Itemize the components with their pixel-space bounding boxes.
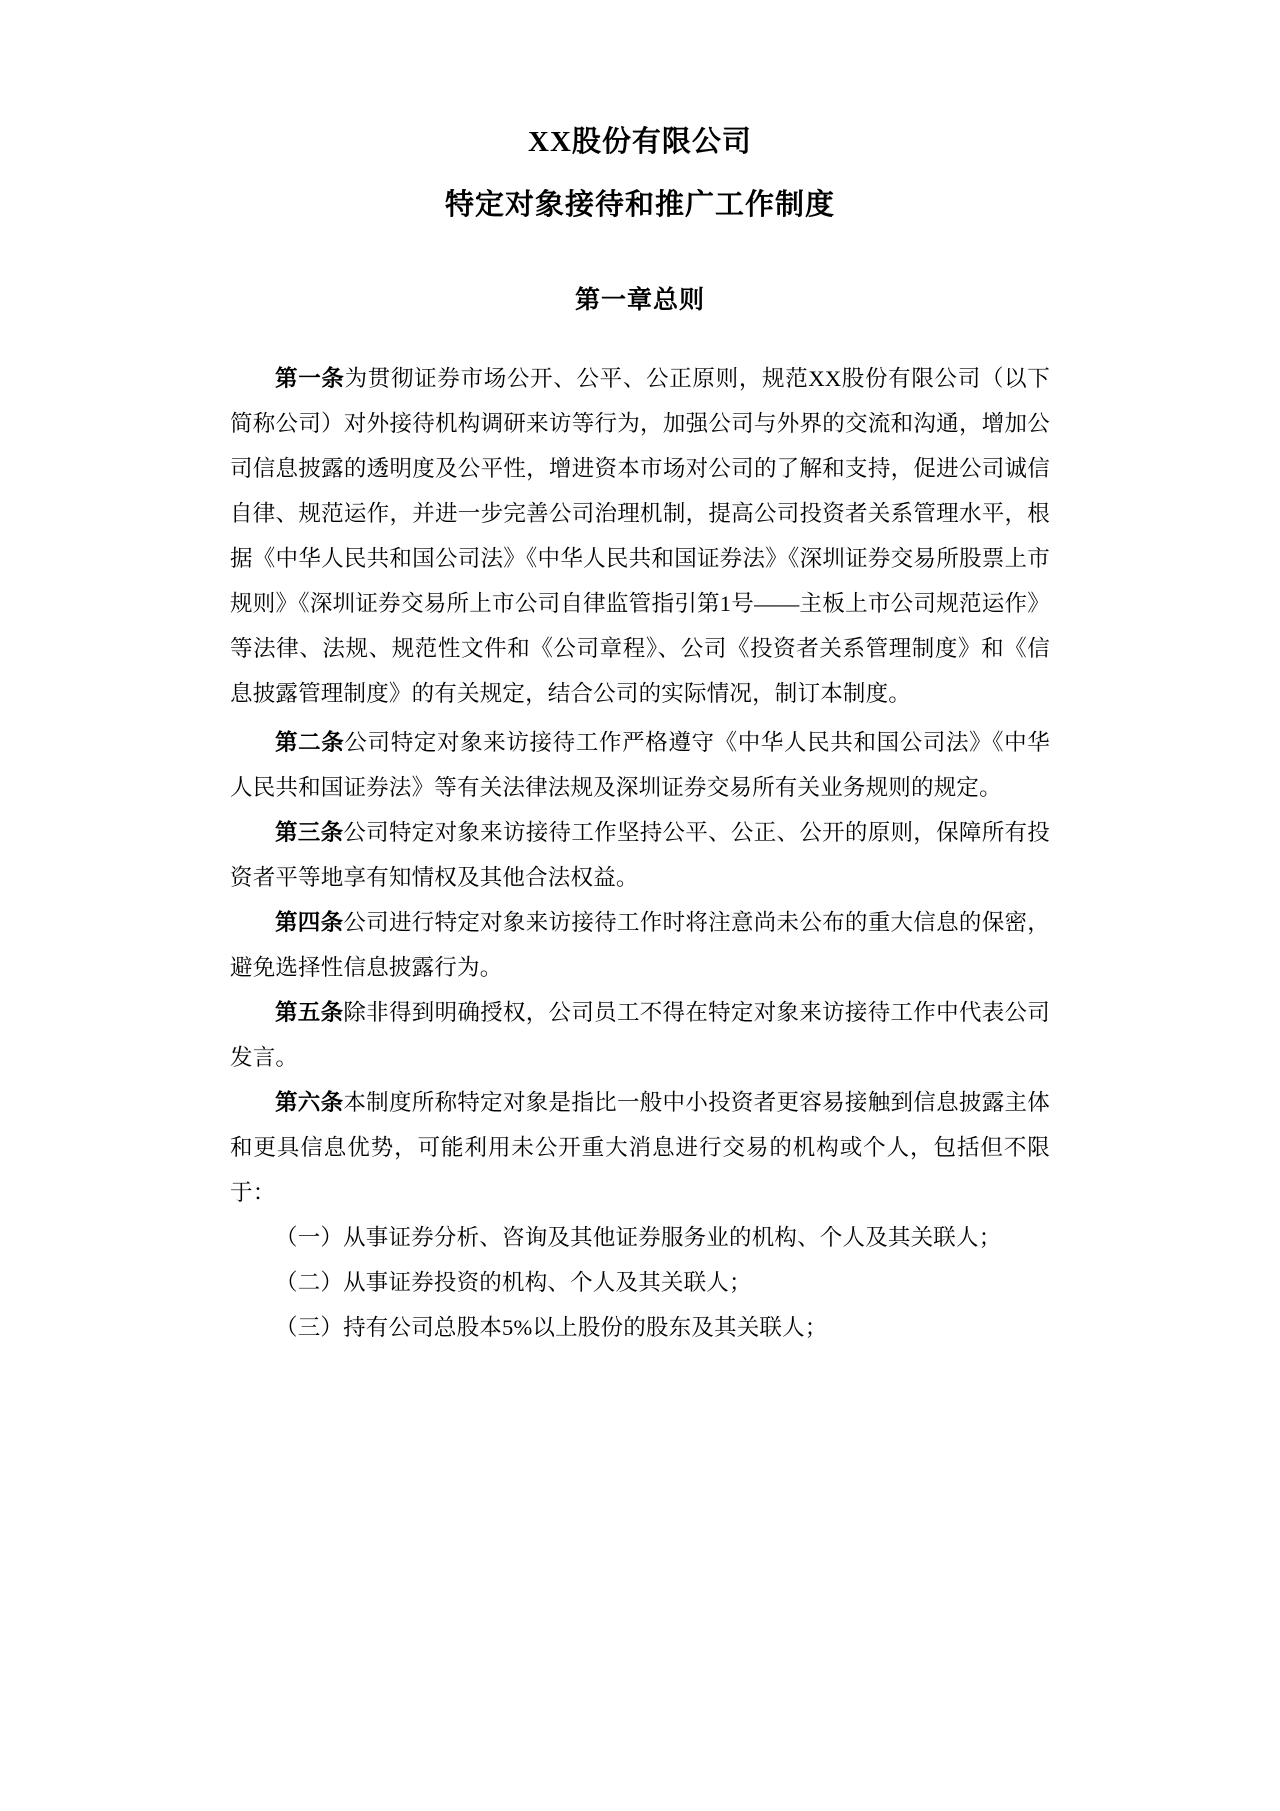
article-text: 除非得到明确授权，公司员工不得在特定对象来访接待工作中代表公司发言。 <box>230 1000 1050 1070</box>
article-text: 公司特定对象来访接待工作坚持公平、公正、公开的原则，保障所有投资者平等地享有知情权及其他合法权益。 <box>230 820 1050 890</box>
list-item: （二）从事证券投资的机构、个人及其关联人； <box>275 1270 752 1295</box>
list-item: （一）从事证券分析、咨询及其他证券服务业的机构、个人及其关联人； <box>275 1225 1002 1250</box>
chapter-heading: 第一章总则 <box>574 287 705 314</box>
article-paragraph <box>230 990 1050 1080</box>
article-label: 第一条 <box>275 366 345 391</box>
article-text: 本制度所称特定对象是指比一般中小投资者更容易接触到信息披露主体和更具信息优势，可能利用未公开重大消息进行交易的机构或个人，包括但不限于： <box>230 1090 1050 1205</box>
article-paragraph <box>230 810 1050 900</box>
article-label: 第二条 <box>275 730 345 755</box>
article-paragraph <box>230 720 1050 810</box>
document-content <box>230 0 1050 1350</box>
article-paragraph <box>230 356 1050 716</box>
document-title-company: XX股份有限公司 <box>528 126 752 158</box>
article-text: 公司进行特定对象来访接待工作时将注意尚未公布的重大信息的保密，避免选择性信息披露行为。 <box>230 910 1050 980</box>
article-label: 第四条 <box>275 910 344 935</box>
article-paragraph <box>230 1080 1050 1215</box>
article-label: 第六条 <box>275 1090 344 1115</box>
article-text: 公司特定对象来访接待工作严格遵守《中华人民共和国公司法》《中华人民共和国证券法》等有关法律法规及深圳证券交易所有关业务规则的规定。 <box>230 730 1050 800</box>
article-label: 第五条 <box>275 1000 344 1025</box>
article-text: 为贯彻证券市场公开、公平、公正原则，规范XX股份有限公司（以下简称公司）对外接待机构调研来访等行为，加强公司与外界的交流和沟通，增加公司信息披露的透明度及公平性，增进资本市场对公司的了解和支持，促进公司诚信自律、规范运作，并进一步完善公司治理机制，提高公司投资者关系管理水平，根据《中华人民共和国公司法》《中华人民共和国证券法》《深圳证券交易所股票上市规则》《深圳证券交易所上市公司自律监管指引第1号——主板上市公司规范运作》等法律、法规、规范性文件和《公司章程》、公司《投资者关系管理制度》和《信息披露管理制度》的有关规定，结合公司的实际情况，制订本制度。 <box>230 366 1050 706</box>
article-paragraph <box>230 900 1050 990</box>
article-label: 第三条 <box>275 820 344 845</box>
list-item: （三）持有公司总股本5%以上股份的股东及其关联人； <box>275 1315 828 1340</box>
document-title-subject: 特定对象接待和推广工作制度 <box>444 189 835 221</box>
